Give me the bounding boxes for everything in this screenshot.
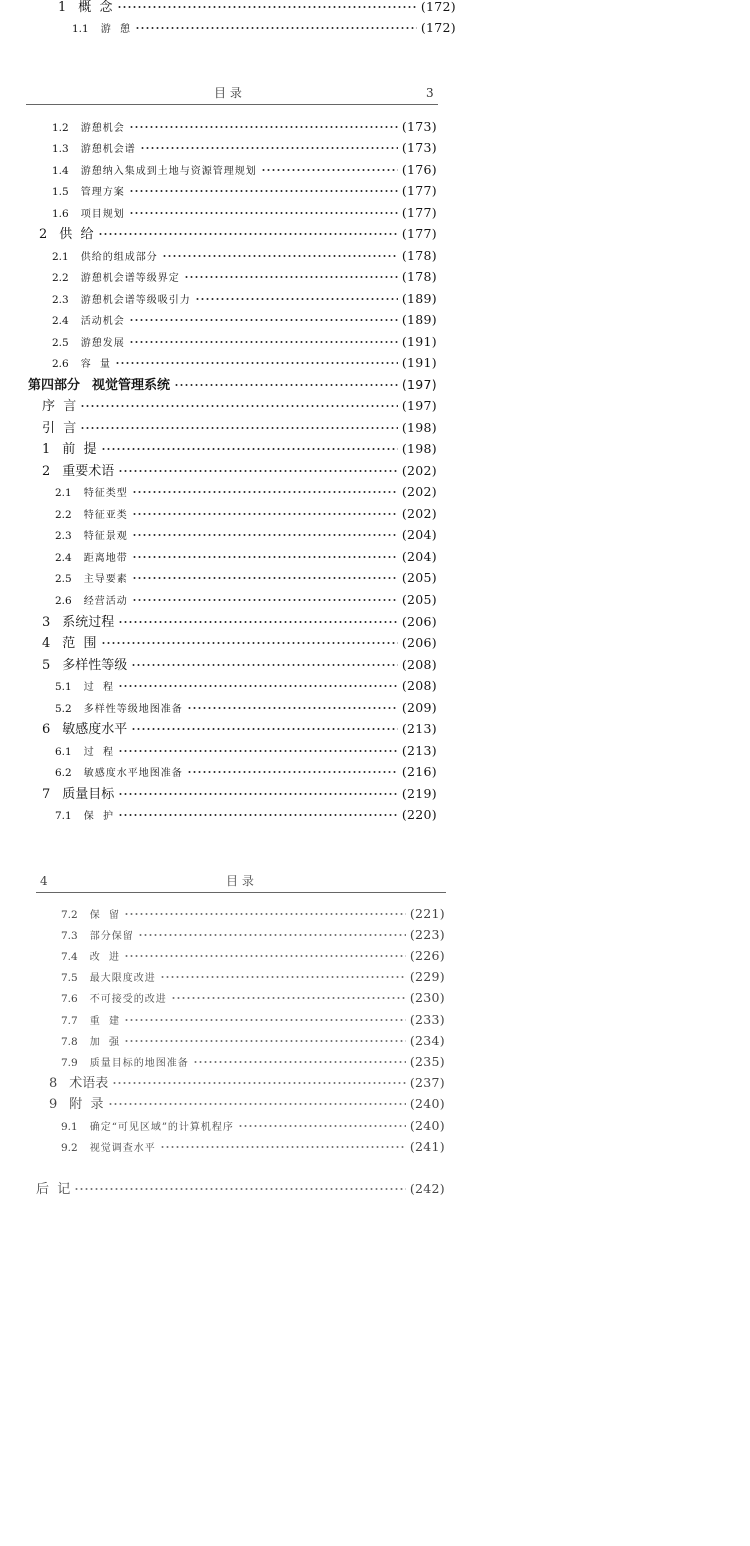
toc-entry-page: (177) xyxy=(401,205,437,220)
dot-leader xyxy=(261,169,398,171)
toc-entry[interactable] xyxy=(55,741,437,761)
dot-leader xyxy=(112,1082,406,1084)
toc-entry[interactable] xyxy=(42,439,437,459)
toc-entry-title: 序 言 xyxy=(42,399,77,414)
dot-leader xyxy=(138,934,406,936)
dot-leader xyxy=(118,621,398,623)
toc-entry-number: 9 xyxy=(49,1097,58,1112)
toc-entry-page: (202) xyxy=(401,506,437,521)
toc-entry[interactable] xyxy=(42,418,437,438)
toc-entry-page: (226) xyxy=(409,948,445,963)
toc-entry-page: (233) xyxy=(409,1012,445,1027)
toc-entry-title: 质量目标 xyxy=(62,787,115,802)
toc-entry-page: (237) xyxy=(409,1075,445,1090)
toc-entry[interactable] xyxy=(52,332,437,352)
toc-entry-title: 引 言 xyxy=(42,421,77,436)
toc-entry-number: 1.2 xyxy=(52,122,69,134)
toc-entry-page: (229) xyxy=(409,969,445,984)
toc-entry[interactable] xyxy=(52,138,437,158)
toc-entry-page: (208) xyxy=(401,657,437,672)
toc-entry-number: 1.6 xyxy=(52,208,69,220)
toc-entry-number: 7.7 xyxy=(61,1015,78,1027)
toc-entry-page: (202) xyxy=(401,484,437,499)
toc-entry-number: 2.2 xyxy=(52,272,69,284)
dot-leader xyxy=(132,534,398,536)
toc-entry-title: 视觉调查水平 xyxy=(89,1143,156,1154)
toc-entry[interactable] xyxy=(52,246,437,266)
running-header-title: 目 录 xyxy=(214,86,242,100)
toc-entry[interactable] xyxy=(61,1116,445,1136)
toc-entry-page: (220) xyxy=(401,807,437,822)
toc-entry-number: 3 xyxy=(42,615,51,630)
toc-entry-title: 附 录 xyxy=(69,1097,104,1112)
toc-entry-number: 1 xyxy=(58,0,67,15)
toc-entry-title: 质量目标的地图准备 xyxy=(89,1058,189,1069)
toc-entry-title: 供 给 xyxy=(59,227,94,242)
toc-entry-page: (198) xyxy=(401,441,437,456)
toc-entry[interactable] xyxy=(52,289,437,309)
toc-entry-title: 经营活动 xyxy=(83,596,128,607)
toc-entry[interactable] xyxy=(61,1052,445,1072)
toc-entry[interactable] xyxy=(72,18,456,38)
toc-entry-title: 多样性等级 xyxy=(62,658,128,673)
toc-entry[interactable] xyxy=(61,1137,445,1157)
toc-entry-title: 游憩机会谱等级界定 xyxy=(80,273,180,284)
toc-entry-page: (189) xyxy=(401,312,437,327)
toc-entry-number: 2.6 xyxy=(55,595,72,607)
toc-entry[interactable] xyxy=(55,482,437,502)
toc-entry-number: 1.5 xyxy=(52,186,69,198)
toc-entry-page: (191) xyxy=(401,355,437,370)
toc-entry-number: 5.2 xyxy=(55,703,72,715)
dot-leader xyxy=(118,470,398,472)
toc-entry-title: 游憩机会 xyxy=(80,123,125,134)
dot-leader xyxy=(80,405,398,407)
toc-entry-title: 特征类型 xyxy=(83,488,128,499)
toc-entry-page: (191) xyxy=(401,334,437,349)
toc-entry-number: 7.9 xyxy=(61,1057,78,1069)
toc-entry[interactable] xyxy=(55,525,437,545)
dot-leader xyxy=(131,664,398,666)
dot-leader xyxy=(132,491,398,493)
toc-entry[interactable] xyxy=(61,1010,445,1030)
toc-entry-page: (213) xyxy=(401,721,437,736)
toc-entry-title: 容 量 xyxy=(80,359,112,370)
toc-entry-number: 7.3 xyxy=(61,930,78,942)
toc-entry-page: (219) xyxy=(401,786,437,801)
dot-leader xyxy=(118,814,398,816)
toc-part-title: 视觉管理系统 xyxy=(92,378,171,393)
toc-entry-page: (172) xyxy=(420,0,456,14)
toc-entry-title: 特征亚类 xyxy=(83,510,128,521)
toc-entry-page: (242) xyxy=(409,1181,445,1196)
toc-entry-page: (206) xyxy=(401,635,437,650)
toc-entry-page: (204) xyxy=(401,549,437,564)
toc-entry[interactable] xyxy=(55,568,437,588)
toc-entry-title: 过 程 xyxy=(83,747,115,758)
toc-entry[interactable] xyxy=(42,612,437,632)
toc-entry[interactable] xyxy=(52,353,437,373)
toc-entry-page: (240) xyxy=(409,1096,445,1111)
dot-leader xyxy=(174,384,398,386)
dot-leader xyxy=(238,1125,406,1127)
toc-entry[interactable] xyxy=(49,1073,445,1093)
toc-entry-title: 敏感度水平地图准备 xyxy=(83,768,183,779)
toc-entry[interactable] xyxy=(42,633,437,653)
dot-leader xyxy=(171,997,406,999)
toc-entry-page: (223) xyxy=(409,927,445,942)
toc-entry-number: 1.3 xyxy=(52,143,69,155)
dot-leader xyxy=(129,126,398,128)
toc-entry-title: 过 程 xyxy=(83,682,115,693)
toc-entry[interactable] xyxy=(52,203,437,223)
toc-entry-page: (197) xyxy=(401,377,437,392)
running-header-page-number: 3 xyxy=(426,86,434,100)
toc-entry-number: 9.2 xyxy=(61,1142,78,1154)
toc-entry-page: (234) xyxy=(409,1033,445,1048)
toc-entry-page: (176) xyxy=(401,162,437,177)
toc-entry-number: 2.3 xyxy=(55,530,72,542)
toc-entry-page: (172) xyxy=(420,20,456,35)
toc-entry-page: (230) xyxy=(409,990,445,1005)
toc-entry[interactable] xyxy=(52,117,437,137)
toc-entry-number: 7.8 xyxy=(61,1036,78,1048)
dot-leader xyxy=(184,276,398,278)
toc-entry-number: 7.5 xyxy=(61,972,78,984)
dot-leader xyxy=(124,1040,406,1042)
toc-entry-page: (198) xyxy=(401,420,437,435)
dot-leader xyxy=(115,362,398,364)
dot-leader xyxy=(195,298,398,300)
dot-leader xyxy=(74,1188,406,1190)
toc-entry[interactable] xyxy=(55,805,437,825)
dot-leader xyxy=(124,913,406,915)
toc-entry-page: (208) xyxy=(401,678,437,693)
dot-leader xyxy=(132,599,398,601)
dot-leader xyxy=(117,6,417,8)
toc-entry-number: 2.6 xyxy=(52,358,69,370)
toc-entry-number: 5.1 xyxy=(55,681,72,693)
toc-entry-page: (206) xyxy=(401,614,437,629)
toc-entry-number: 7.4 xyxy=(61,951,78,963)
toc-entry-page: (173) xyxy=(401,119,437,134)
toc-entry[interactable] xyxy=(55,590,437,610)
toc-entry-page: (204) xyxy=(401,527,437,542)
toc-entry-number: 2.1 xyxy=(55,487,72,499)
toc-entry-title: 概 念 xyxy=(78,0,113,15)
toc-entry-number: 6 xyxy=(42,722,51,737)
toc-entry[interactable] xyxy=(58,0,456,17)
toc-entry[interactable] xyxy=(42,719,437,739)
toc-entry-number: 2.1 xyxy=(52,251,69,263)
running-header-page-number: 4 xyxy=(40,874,48,888)
toc-entry-page: (216) xyxy=(401,764,437,779)
dot-leader xyxy=(108,1103,406,1105)
toc-entry-page: (189) xyxy=(401,291,437,306)
toc-entry-title: 活动机会 xyxy=(80,316,125,327)
dot-leader xyxy=(132,577,398,579)
toc-entry-title: 不可接受的改进 xyxy=(89,994,167,1005)
dot-leader xyxy=(193,1061,406,1063)
toc-entry-number: 2.3 xyxy=(52,294,69,306)
toc-entry-title: 部分保留 xyxy=(89,931,134,942)
toc-entry-title: 保 留 xyxy=(89,910,121,921)
toc-entry[interactable] xyxy=(42,396,437,416)
toc-entry[interactable] xyxy=(55,676,437,696)
toc-entry-number: 2.5 xyxy=(52,337,69,349)
toc-entry-number: 2 xyxy=(42,464,51,479)
toc-entry-title: 特征景观 xyxy=(83,531,128,542)
toc-entry-title: 后 记 xyxy=(36,1182,71,1197)
dot-leader xyxy=(80,427,398,429)
toc-entry[interactable] xyxy=(55,504,437,524)
toc-entry-page: (173) xyxy=(401,140,437,155)
toc-entry-page: (213) xyxy=(401,743,437,758)
toc-entry[interactable] xyxy=(55,547,437,567)
toc-part-heading[interactable] xyxy=(28,375,437,395)
dot-leader xyxy=(131,728,398,730)
toc-entry-title: 系统过程 xyxy=(62,615,115,630)
toc-entry-title: 距离地带 xyxy=(83,553,128,564)
toc-entry-title: 保 护 xyxy=(83,811,115,822)
toc-entry-page: (178) xyxy=(401,269,437,284)
toc-entry-title: 前 提 xyxy=(62,442,97,457)
dot-leader xyxy=(101,642,398,644)
dot-leader xyxy=(187,707,398,709)
dot-leader xyxy=(98,233,398,235)
toc-entry[interactable] xyxy=(61,904,445,924)
toc-entry-number: 2.5 xyxy=(55,573,72,585)
toc-entry-number: 7.6 xyxy=(61,993,78,1005)
toc-entry[interactable] xyxy=(42,655,437,675)
running-header-title: 目 录 xyxy=(226,874,254,888)
toc-entry-title: 敏感度水平 xyxy=(62,722,128,737)
toc-entry-page: (240) xyxy=(409,1118,445,1133)
toc-entry-page: (221) xyxy=(409,906,445,921)
toc-entry-title: 游憩机会谱等级吸引力 xyxy=(80,295,191,306)
toc-entry-title: 游 憩 xyxy=(100,24,132,35)
toc-entry-page: (177) xyxy=(401,226,437,241)
toc-entry-title: 范 围 xyxy=(62,636,97,651)
toc-entry[interactable] xyxy=(61,988,445,1008)
dot-leader xyxy=(160,1146,406,1148)
dot-leader xyxy=(187,771,398,773)
toc-entry[interactable] xyxy=(61,925,445,945)
toc-entry-page: (178) xyxy=(401,248,437,263)
toc-entry[interactable] xyxy=(55,762,437,782)
toc-entry[interactable] xyxy=(52,181,437,201)
dot-leader xyxy=(129,190,398,192)
toc-entry-page: (209) xyxy=(401,700,437,715)
toc-entry-number: 7 xyxy=(42,787,51,802)
toc-entry[interactable] xyxy=(36,1179,445,1199)
toc-entry-page: (205) xyxy=(401,592,437,607)
toc-entry-title: 术语表 xyxy=(69,1076,109,1091)
toc-entry-number: 1 xyxy=(42,442,51,457)
toc-entry-page: (205) xyxy=(401,570,437,585)
toc-entry-number: 2 xyxy=(39,227,48,242)
toc-entry[interactable] xyxy=(52,160,437,180)
toc-entry-title: 主导要素 xyxy=(83,574,128,585)
toc-entry-number: 2.4 xyxy=(55,552,72,564)
toc-entry[interactable] xyxy=(61,946,445,966)
dot-leader xyxy=(118,685,398,687)
dot-leader xyxy=(162,255,398,257)
dot-leader xyxy=(160,976,406,978)
toc-entry-title: 加 强 xyxy=(89,1037,121,1048)
toc-entry-title: 项目规划 xyxy=(80,209,125,220)
dot-leader xyxy=(132,513,398,515)
toc-entry[interactable] xyxy=(61,967,445,987)
toc-entry-title: 游憩发展 xyxy=(80,338,125,349)
dot-leader xyxy=(129,319,398,321)
dot-leader xyxy=(140,147,398,149)
toc-entry-number: 6.1 xyxy=(55,746,72,758)
toc-entry-title: 管理方案 xyxy=(80,187,125,198)
toc-entry-number: 9.1 xyxy=(61,1121,78,1133)
dot-leader xyxy=(129,341,398,343)
dot-leader xyxy=(124,955,406,957)
toc-entry-title: 最大限度改进 xyxy=(89,973,156,984)
header-rule xyxy=(36,892,446,893)
toc-entry-number: 5 xyxy=(42,658,51,673)
toc-entry-number: 4 xyxy=(42,636,51,651)
toc-entry[interactable] xyxy=(49,1094,445,1114)
dot-leader xyxy=(129,212,398,214)
toc-entry-title: 重 建 xyxy=(89,1016,121,1027)
toc-entry-number: 2.4 xyxy=(52,315,69,327)
toc-entry-title: 确定“可见区域”的计算机程序 xyxy=(89,1122,234,1133)
dot-leader xyxy=(124,1019,406,1021)
toc-entry[interactable] xyxy=(55,698,437,718)
toc-entry-number: 1.4 xyxy=(52,165,69,177)
header-rule xyxy=(26,104,438,105)
toc-entry-number: 7.2 xyxy=(61,909,78,921)
toc-entry[interactable] xyxy=(52,310,437,330)
toc-entry-title: 供给的组成部分 xyxy=(80,252,158,263)
toc-entry-title: 游憩纳入集成到土地与资源管理规划 xyxy=(80,166,257,177)
toc-entry-page: (235) xyxy=(409,1054,445,1069)
toc-entry-number: 7.1 xyxy=(55,810,72,822)
dot-leader xyxy=(132,556,398,558)
toc-part-number: 第四部分 xyxy=(28,378,81,393)
toc-entry-page: (197) xyxy=(401,398,437,413)
toc-entry-title: 重要术语 xyxy=(62,464,115,479)
dot-leader xyxy=(118,750,398,752)
toc-entry-title: 多样性等级地图准备 xyxy=(83,704,183,715)
toc-entry-page: (177) xyxy=(401,183,437,198)
dot-leader xyxy=(118,793,398,795)
toc-entry[interactable] xyxy=(42,784,437,804)
toc-entry-title: 改 进 xyxy=(89,952,121,963)
toc-entry[interactable] xyxy=(52,267,437,287)
toc-entry-title: 游憩机会谱 xyxy=(80,144,136,155)
dot-leader xyxy=(135,27,417,29)
toc-entry-number: 2.2 xyxy=(55,509,72,521)
toc-entry-page: (202) xyxy=(401,463,437,478)
toc-entry[interactable] xyxy=(42,461,437,481)
toc-entry[interactable] xyxy=(39,224,437,244)
toc-entry-page: (241) xyxy=(409,1139,445,1154)
dot-leader xyxy=(101,448,398,450)
toc-entry-number: 1.1 xyxy=(72,23,89,35)
toc-entry-number: 6.2 xyxy=(55,767,72,779)
toc-entry[interactable] xyxy=(61,1031,445,1051)
toc-entry-number: 8 xyxy=(49,1076,58,1091)
